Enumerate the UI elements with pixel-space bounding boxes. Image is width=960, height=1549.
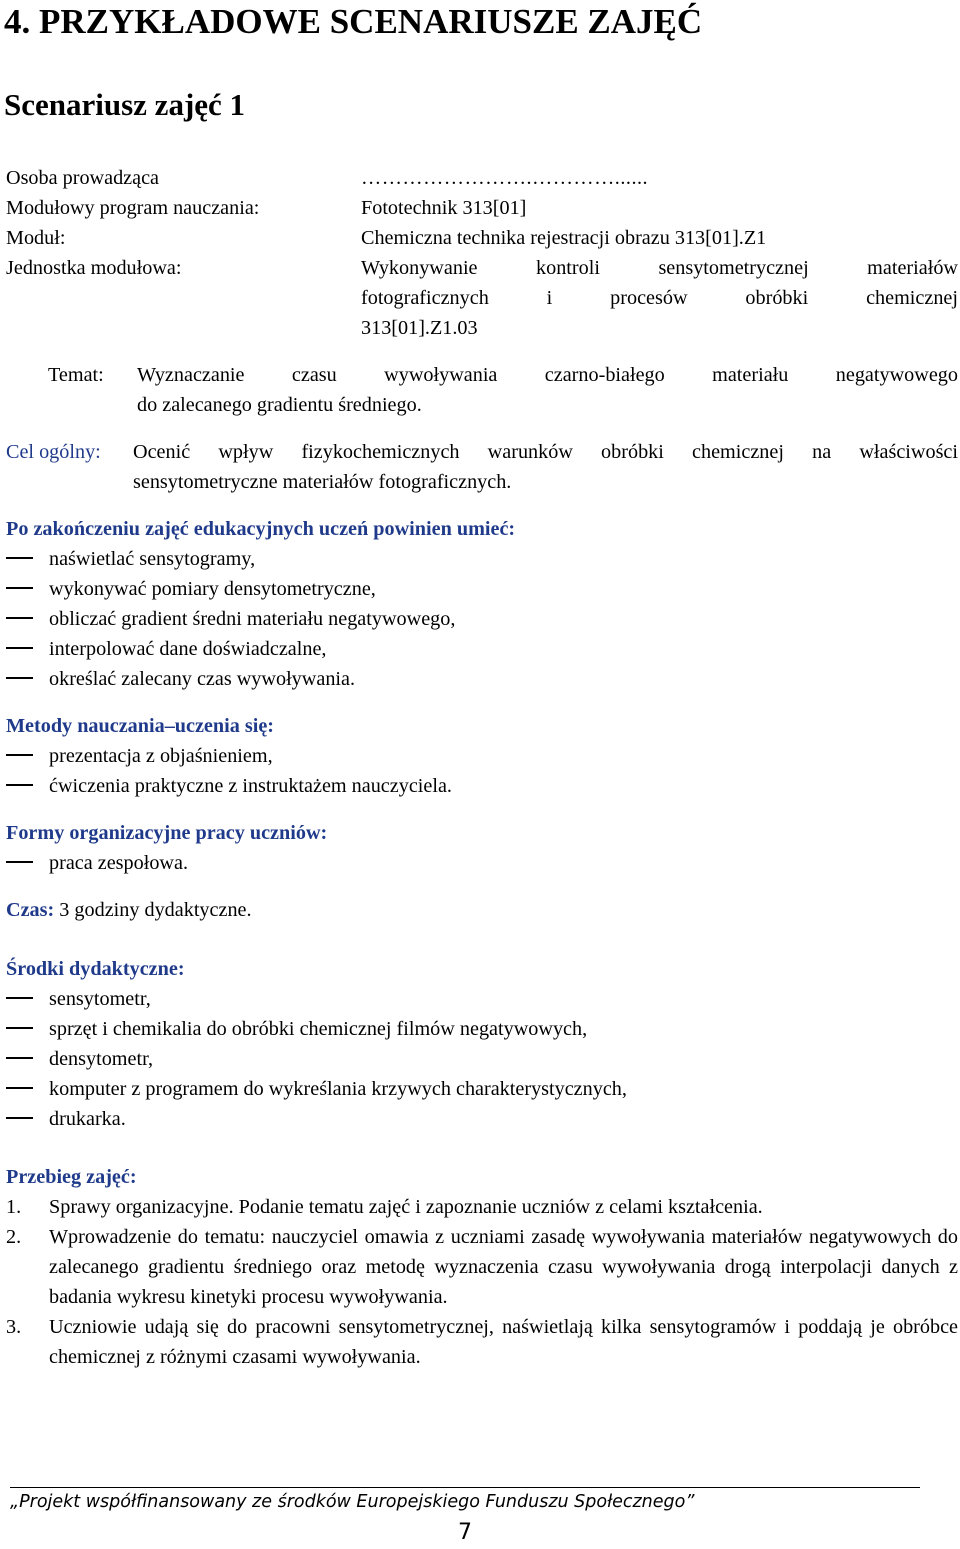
course-step-text: Uczniowie udają się do pracowni sensytometrycznej, naświetlają kilka sensytogramów i poddają je obróbce chemicznej z różnymi czasami wywoływania. — [49, 1316, 958, 1368]
goal-block — [6, 437, 958, 497]
course-step — [6, 1192, 958, 1222]
dash-bullet — [6, 1057, 33, 1059]
list-item — [6, 574, 958, 604]
list-item-text: densytometr, — [49, 1048, 154, 1070]
dash-bullet — [6, 1117, 33, 1119]
meta-program-value: Fototechnik 313[01] — [361, 197, 527, 219]
scenario-title: Scenariusz zajęć 1 — [4, 87, 246, 122]
topic-label: Temat: — [48, 364, 104, 386]
meta-unit-value-line1: Wykonywanie kontroli sensytometrycznej materiałów — [361, 257, 958, 279]
time-label: Czas: — [6, 899, 55, 921]
dash-bullet — [6, 557, 33, 559]
goal-label: Cel ogólny: — [6, 441, 101, 463]
resources-section — [6, 954, 958, 1134]
meta-unit-row-2 — [6, 283, 958, 313]
topic-line2: do zalecanego gradientu średniego. — [137, 394, 422, 416]
outcomes-heading: Po zakończeniu zajęć edukacyjnych uczeń powinien umieć: — [6, 518, 516, 540]
dash-bullet — [6, 997, 33, 999]
dash-bullet — [6, 647, 33, 649]
meta-unit-value-line3: 313[01].Z1.03 — [361, 317, 478, 339]
time-section — [6, 895, 958, 925]
dash-bullet — [6, 1087, 33, 1089]
dash-bullet — [6, 617, 33, 619]
footer-text: „Projekt współfinansowany ze środków Europejskiego Funduszu Społecznego” — [10, 1492, 695, 1512]
list-item-text: określać zalecany czas wywoływania. — [49, 668, 356, 690]
meta-unit-value-line2: fotograficznych i procesów obróbki chemicznej — [361, 287, 958, 309]
forms-heading: Formy organizacyjne pracy uczniów: — [6, 822, 328, 844]
forms-list — [6, 848, 958, 878]
course-step-text: Wprowadzenie do tematu: nauczyciel omawia z uczniami zasadę wywoływania materiałów negatywowych do zalecanego gradientu średniego oraz metodę wyznaczenia czasu wywoływania drogą interpolacji danych z badania wykresu kinetyki procesu wywoływania. — [49, 1226, 958, 1308]
resources-list — [6, 984, 958, 1134]
list-item-text: prezentacja z objaśnieniem, — [49, 745, 273, 767]
dash-bullet — [6, 1027, 33, 1029]
meta-unit-label: Jednostka modułowa: — [6, 257, 182, 279]
resources-heading: Środki dydaktyczne: — [6, 958, 185, 980]
outcomes-list — [6, 544, 958, 694]
list-item-text: naświetlać sensytogramy, — [49, 548, 256, 570]
list-item — [6, 604, 958, 634]
topic-line1: Wyznaczanie czasu wywoływania czarno-białego materiału negatywowego — [137, 364, 958, 386]
meta-unit-row — [6, 253, 958, 283]
course-step-number: 1. — [6, 1196, 22, 1218]
page-number: 7 — [458, 1520, 472, 1545]
meta-unit-row-3 — [6, 313, 958, 343]
goal-line1: Ocenić wpływ fizykochemicznych warunków obróbki chemicznej na właściwości — [133, 441, 958, 463]
course-section — [6, 1162, 958, 1372]
list-item — [6, 984, 958, 1014]
list-item-text: ćwiczenia praktyczne z instruktażem nauczyciela. — [49, 775, 452, 797]
methods-section — [6, 711, 958, 801]
list-item-text: interpolować dane doświadczalne, — [49, 638, 327, 660]
topic-block — [6, 360, 958, 420]
list-item — [6, 1074, 958, 1104]
list-item-text: sprzęt i chemikalia do obróbki chemicznej filmów negatywowych, — [49, 1018, 588, 1040]
list-item — [6, 741, 958, 771]
meta-teacher-value: …………………….…………...... — [361, 167, 649, 189]
list-item-text: obliczać gradient średni materiału negatywowego, — [49, 608, 456, 630]
dash-bullet — [6, 677, 33, 679]
methods-heading: Metody nauczania–uczenia się: — [6, 715, 275, 737]
meta-module-label: Moduł: — [6, 227, 66, 249]
dash-bullet — [6, 861, 33, 863]
list-item — [6, 1104, 958, 1134]
course-step — [6, 1222, 958, 1312]
footer-rule — [10, 1487, 920, 1488]
meta-program-row — [6, 193, 958, 223]
meta-spacer — [6, 313, 361, 343]
course-step — [6, 1312, 958, 1372]
forms-section — [6, 818, 958, 878]
list-item-text: komputer z programem do wykreślania krzywych charakterystycznych, — [49, 1078, 627, 1100]
list-item-text: sensytometr, — [49, 988, 151, 1010]
section-heading: 4. PRZYKŁADOWE SCENARIUSZE ZAJĘĆ — [4, 2, 703, 41]
dash-bullet — [6, 784, 33, 786]
goal-line2: sensytometryczne materiałów fotograficznych. — [133, 471, 512, 493]
list-item — [6, 1014, 958, 1044]
list-item-text: praca zespołowa. — [49, 852, 188, 874]
list-item — [6, 634, 958, 664]
course-heading: Przebieg zajęć: — [6, 1166, 137, 1188]
meta-module-row — [6, 223, 958, 253]
list-item — [6, 544, 958, 574]
dash-bullet — [6, 587, 33, 589]
course-step-number: 2. — [6, 1226, 22, 1248]
time-value: 3 godziny dydaktyczne. — [59, 899, 252, 921]
meta-spacer — [6, 283, 361, 313]
list-item — [6, 664, 958, 694]
document-body — [6, 163, 958, 1372]
dash-bullet — [6, 754, 33, 756]
list-item-text: wykonywać pomiary densytometryczne, — [49, 578, 376, 600]
outcomes-section — [6, 514, 958, 694]
meta-module-value: Chemiczna technika rejestracji obrazu 313[01].Z1 — [361, 227, 767, 249]
list-item — [6, 848, 958, 878]
list-item-text: drukarka. — [49, 1108, 126, 1130]
course-list — [6, 1192, 958, 1372]
course-step-text: Sprawy organizacyjne. Podanie tematu zajęć i zapoznanie uczniów z celami kształcenia. — [49, 1196, 763, 1218]
list-item — [6, 771, 958, 801]
meta-program-label: Modułowy program nauczania: — [6, 197, 260, 219]
meta-teacher-label: Osoba prowadząca — [6, 167, 160, 189]
meta-teacher-row — [6, 163, 958, 193]
course-step-number: 3. — [6, 1316, 22, 1338]
methods-list — [6, 741, 958, 801]
list-item — [6, 1044, 958, 1074]
